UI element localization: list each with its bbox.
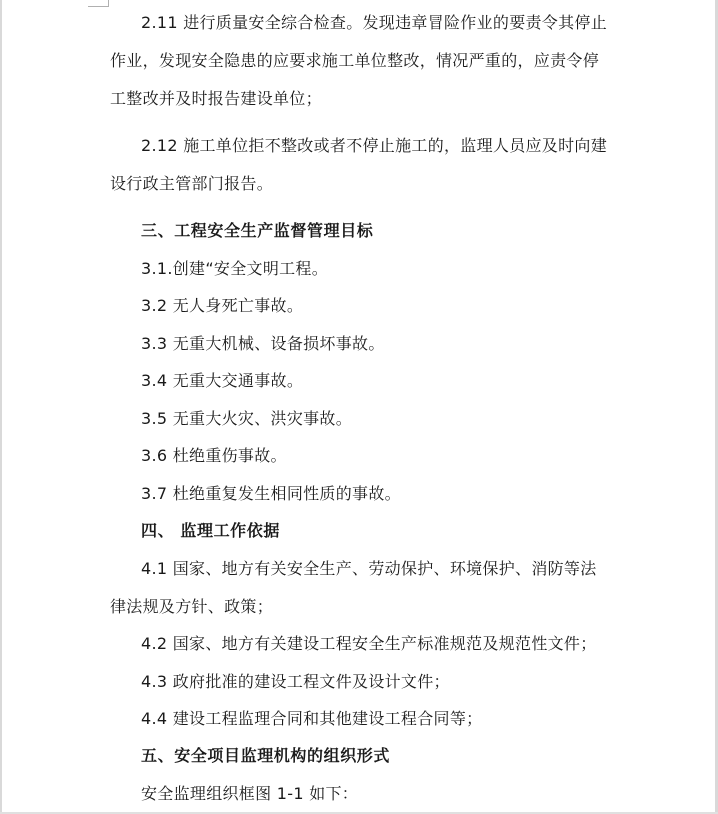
text: 律法规及方针、政策； (110, 597, 274, 616)
section-heading-5 (141, 745, 718, 767)
text: 工整改并及时报告建设单位； (110, 89, 322, 108)
paragraph-2-11-line-1 (141, 12, 718, 34)
paragraph-2-11-line-2 (110, 50, 718, 72)
text: 4.1 国家、地方有关安全生产、劳动保护、环境保护、消防等法 (141, 559, 597, 578)
item-4-2 (141, 633, 718, 655)
text: 4.3 政府批准的建设工程文件及设计文件； (141, 672, 450, 691)
text: 3.6 杜绝重伤事故。 (141, 446, 287, 465)
text: 3.2 无人身死亡事故。 (141, 296, 304, 315)
section-heading-3 (141, 220, 718, 242)
item-3-3 (141, 333, 718, 355)
text: 4.4 建设工程监理合同和其他建设工程合同等； (141, 709, 483, 728)
text: 安全监理组织框图 1-1 如下： (141, 784, 359, 803)
paragraph-2-11-line-3 (110, 88, 718, 110)
text: 3.4 无重大交通事故。 (141, 371, 304, 390)
text: 四、 监理工作依据 (141, 521, 280, 540)
item-3-4 (141, 370, 718, 392)
text: 3.3 无重大机械、设备损坏事故。 (141, 334, 385, 353)
text: 4.2 国家、地方有关建设工程安全生产标准规范及规范性文件； (141, 634, 597, 653)
item-4-1-line-1 (141, 558, 718, 580)
text: 2.12 施工单位拒不整改或者不停止施工的，监理人员应及时向建 (141, 136, 608, 155)
text: 设行政主管部门报告。 (110, 174, 274, 193)
item-4-1-line-2 (110, 596, 718, 618)
text: 3.5 无重大火灾、洪灾事故。 (141, 409, 353, 428)
paragraph-2-12-line-2 (110, 173, 718, 195)
item-5-1 (141, 783, 718, 805)
text: 五、安全项目监理机构的组织形式 (141, 746, 391, 765)
item-3-6 (141, 445, 718, 467)
item-4-4 (141, 708, 718, 730)
item-3-5 (141, 408, 718, 430)
text: 三、工程安全生产监督管理目标 (141, 221, 374, 240)
item-3-7 (141, 483, 718, 505)
section-heading-4 (141, 520, 718, 542)
text: 3.7 杜绝重复发生相同性质的事故。 (141, 484, 401, 503)
text: 作业，发现安全隐患的应要求施工单位整改，情况严重的，应责令停 (110, 51, 600, 70)
paragraph-2-12-line-1 (141, 135, 718, 157)
item-3-1 (141, 258, 718, 280)
item-3-2 (141, 295, 718, 317)
text: 3.1.创建“安全文明工程。 (141, 259, 329, 278)
text: 2.11 进行质量安全综合检查。发现违章冒险作业的要责令其停止 (141, 13, 608, 32)
item-4-3 (141, 671, 718, 693)
